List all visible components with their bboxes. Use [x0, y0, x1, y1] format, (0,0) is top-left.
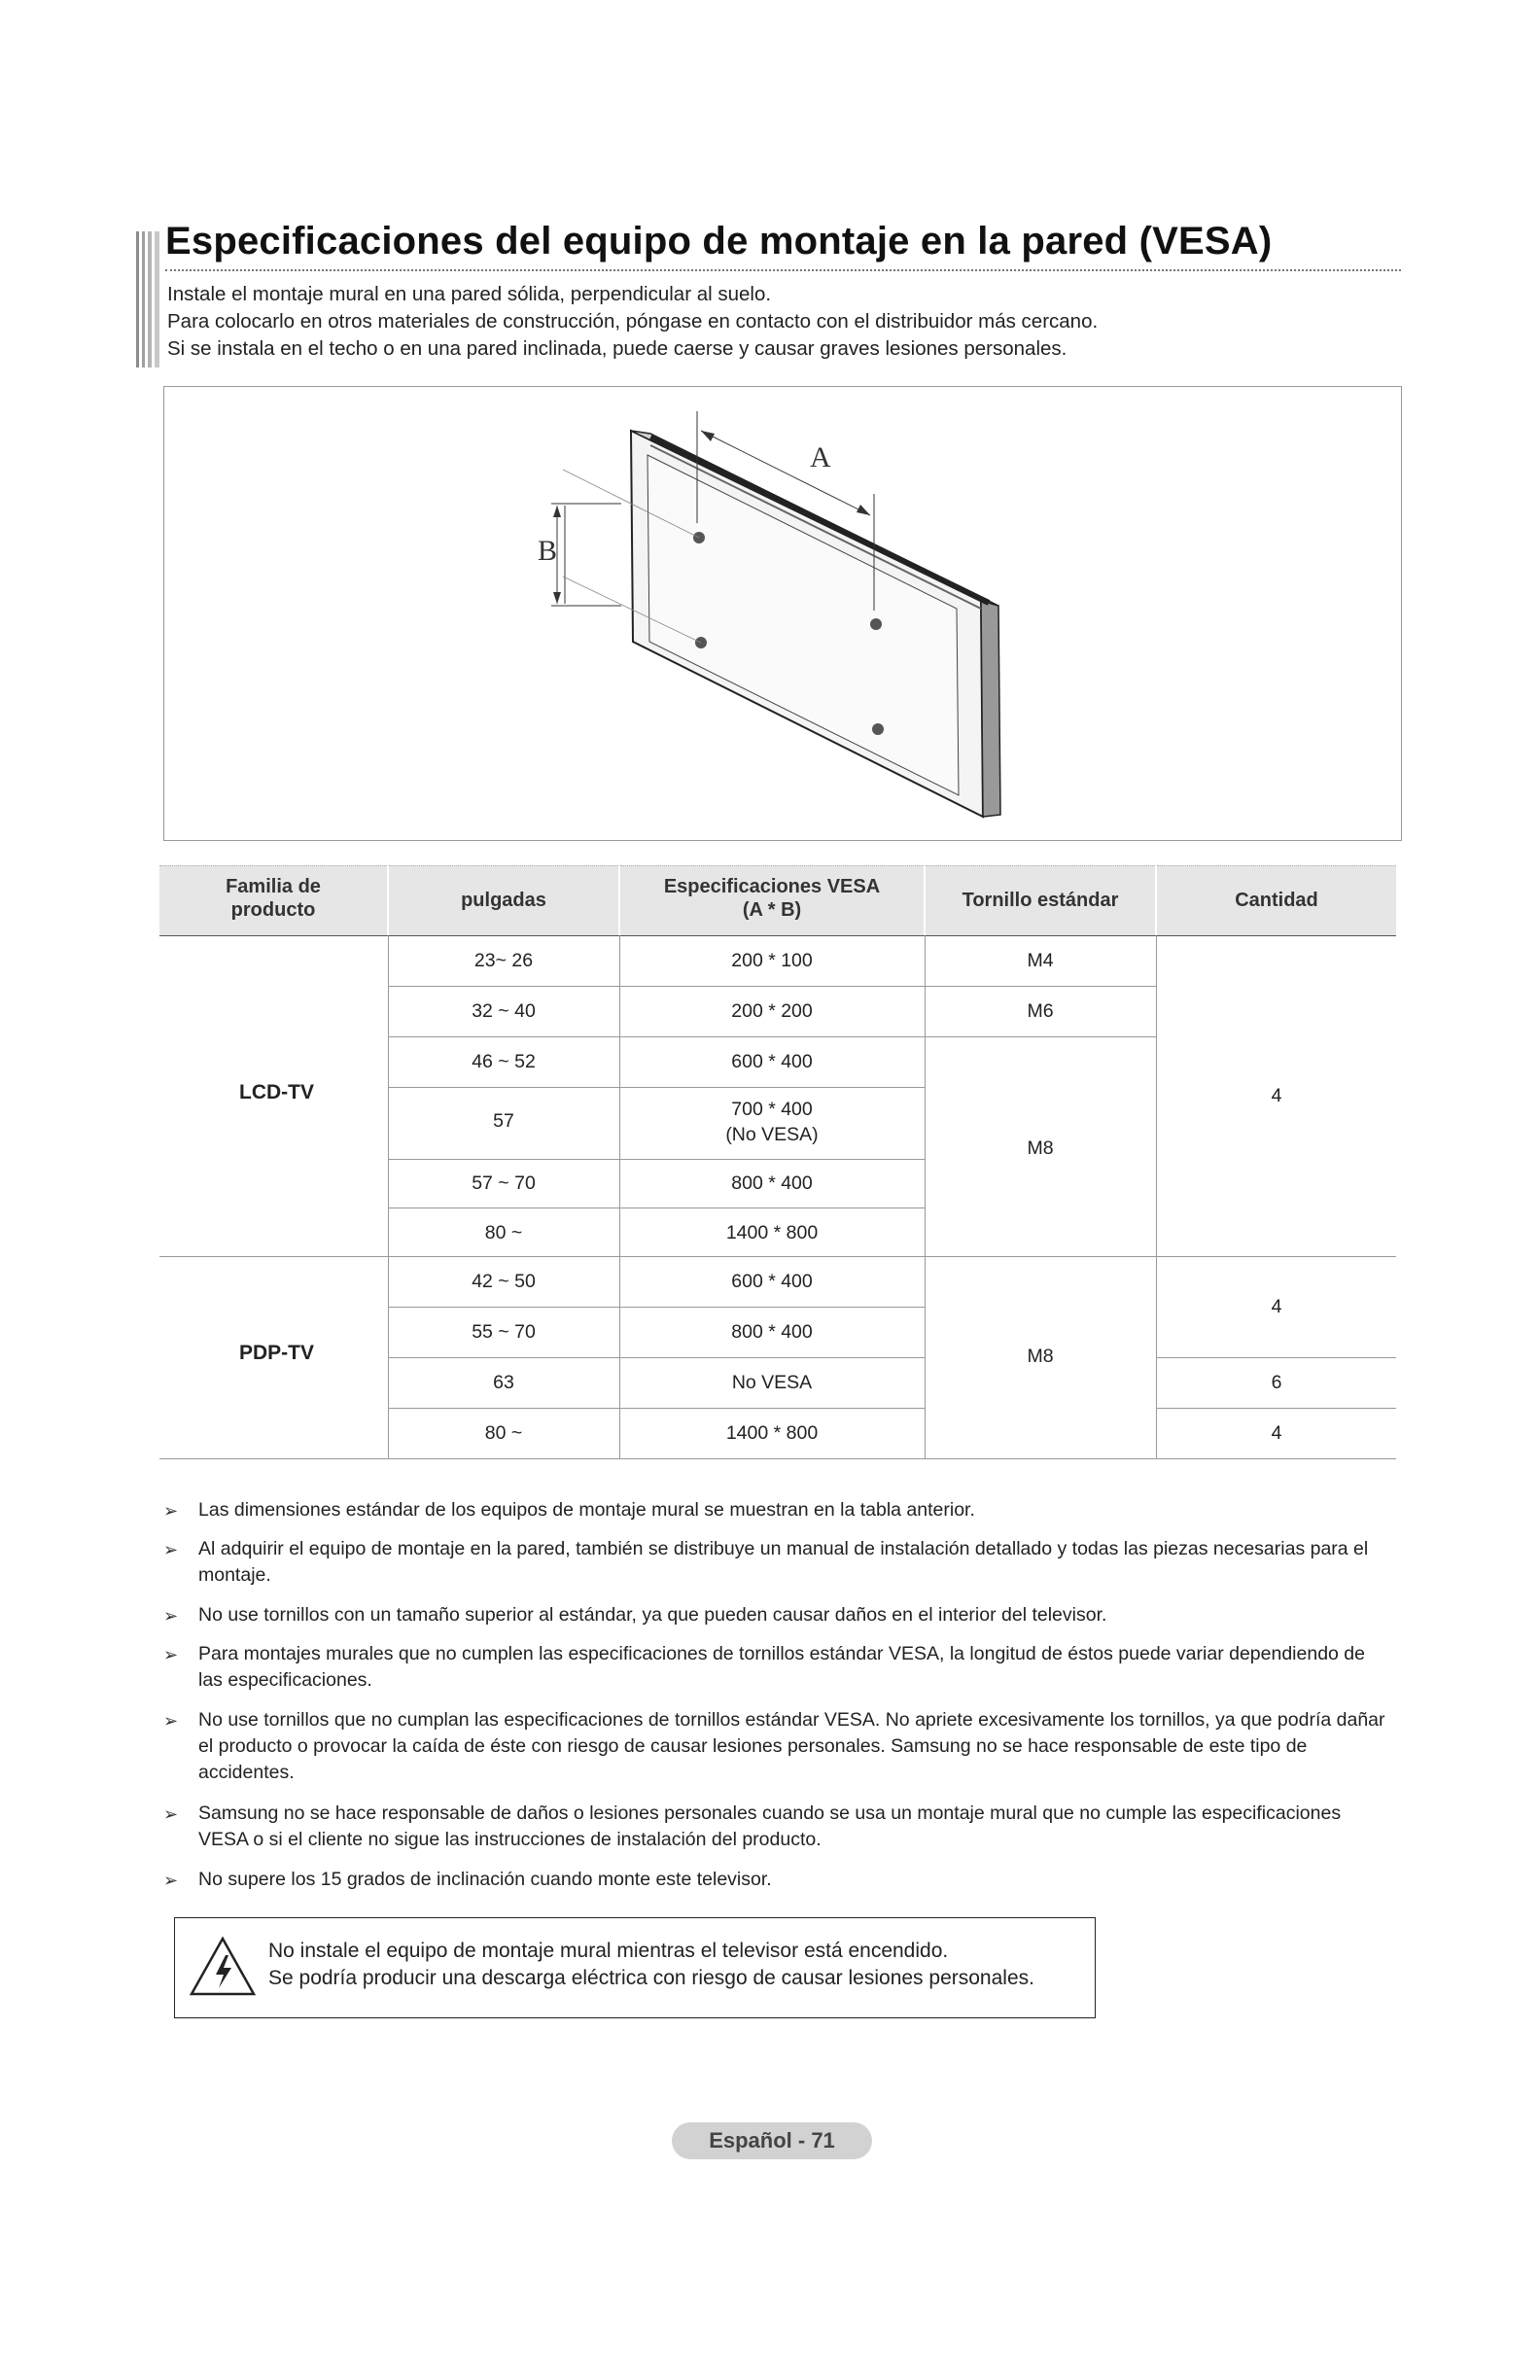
lcd-vesa-note: (No VESA): [725, 1124, 819, 1145]
pdp-qty: 4: [1271, 1296, 1282, 1317]
note-arrow-icon: ➢: [163, 1645, 179, 1664]
header-family: [159, 875, 387, 922]
header-vesa-line-1: Especificaciones VESA: [663, 876, 881, 897]
note-item: No use tornillos que no cumplan las especificaciones de tornillos estándar VESA. No apriete excesivamente los tornillos, ya que podría dañar el producto o provocar la caída de éste con riesgo de causar lesiones personales. Samsung no se hace responsable de este tipo de accidentes.: [198, 1709, 1385, 1783]
note-arrow-icon: ➢: [163, 1871, 179, 1890]
pdp-screw: M8: [1027, 1346, 1054, 1367]
pdp-inches: 80 ~: [484, 1422, 523, 1444]
lcd-vesa: 200 * 100: [731, 950, 813, 971]
header-screw: Tornillo estándar: [962, 890, 1119, 911]
lcd-inches: 80 ~: [484, 1222, 523, 1243]
pdp-qty: 6: [1271, 1372, 1282, 1393]
note-item: Las dimensiones estándar de los equipos de montaje mural se muestran en la tabla anterior.: [198, 1499, 975, 1521]
vesa-spec-table: [159, 865, 1396, 1458]
warning-line-1: No instale el equipo de montaje mural mientras el televisor está encendido.: [268, 1940, 949, 1962]
header-vesa-line-2: (A * B): [742, 899, 802, 921]
lcd-vesa: 800 * 400: [731, 1172, 813, 1194]
family-pdp: PDP-TV: [239, 1342, 315, 1364]
electric-hazard-icon: [189, 1936, 257, 1998]
note-arrow-icon: ➢: [163, 1804, 179, 1824]
title-rule: [165, 269, 1401, 271]
pdp-qty: 4: [1271, 1422, 1282, 1444]
dimension-label-b: B: [537, 535, 557, 567]
header-inches: pulgadas: [461, 890, 546, 911]
pdp-inches: 55 ~ 70: [472, 1321, 536, 1343]
row-divider: [388, 1408, 925, 1409]
lcd-qty: 4: [1271, 1085, 1282, 1106]
table-bottom-rule: [159, 1458, 1396, 1459]
note-item: Samsung no se hace responsable de daños o lesiones personales cuando se usa un montaje mural que no cumple las especificaciones VESA o si el cliente no sigue las instrucciones de instalación del producto.: [198, 1802, 1342, 1850]
lcd-inches: 46 ~ 52: [472, 1051, 536, 1072]
lcd-vesa: 200 * 200: [731, 1000, 813, 1022]
note-item: No supere los 15 grados de inclinación cuando monte este televisor.: [198, 1869, 772, 1890]
family-lcd: LCD-TV: [239, 1081, 314, 1103]
intro-text: [167, 281, 1098, 363]
row-divider: [1156, 1408, 1396, 1409]
mount-hole: [870, 618, 882, 630]
lcd-inches: 57: [493, 1110, 514, 1132]
header-family-line-1: Familia de: [226, 876, 321, 897]
lcd-inches: 57 ~ 70: [472, 1172, 536, 1194]
note-item: Al adquirir el equipo de montaje en la pared, también se distribuye un manual de instalación detallado y todas las piezas necesarias para el montaje.: [198, 1538, 1369, 1586]
intro-line-1: Instale el montaje mural en una pared sólida, perpendicular al suelo.: [167, 283, 772, 305]
pdp-vesa: No VESA: [731, 1372, 813, 1393]
section-divider: [159, 1256, 1396, 1257]
page-number-badge: Español - 71: [672, 2122, 872, 2159]
warning-line-2: Se podría producir una descarga eléctrica con riesgo de causar lesiones personales.: [268, 1967, 1034, 1989]
dimension-label-a: A: [810, 441, 831, 473]
pdp-inches: 63: [493, 1372, 514, 1393]
warning-box: [174, 1917, 1096, 2018]
header-rule: [159, 935, 1396, 936]
header-qty: Cantidad: [1235, 890, 1318, 911]
row-divider: [388, 1307, 925, 1308]
lcd-screw: M6: [1027, 1000, 1054, 1022]
wall-mount-diagram: [163, 386, 1402, 841]
header-vesa: [620, 875, 924, 922]
note-item: Para montajes murales que no cumplen las especificaciones de tornillos estándar VESA, la longitud de éstos puede variar dependiendo de las especificaciones.: [198, 1643, 1365, 1691]
row-divider: [388, 1357, 925, 1358]
lcd-vesa: 1400 * 800: [725, 1222, 819, 1243]
note-arrow-icon: ➢: [163, 1711, 179, 1731]
pdp-vesa: 1400 * 800: [725, 1422, 819, 1444]
header-family-line-2: producto: [230, 899, 316, 921]
note-item: No use tornillos con un tamaño superior al estándar, ya que pueden causar daños en el interior del televisor.: [198, 1604, 1107, 1626]
note-arrow-icon: ➢: [163, 1501, 179, 1521]
lcd-screw: M4: [1027, 950, 1054, 971]
lcd-inches: 32 ~ 40: [472, 1000, 536, 1022]
pdp-vesa: 600 * 400: [731, 1271, 813, 1292]
lcd-screw: M8: [1027, 1138, 1054, 1159]
row-divider: [388, 1087, 925, 1088]
row-divider: [388, 986, 1156, 987]
note-arrow-icon: ➢: [163, 1606, 179, 1626]
note-arrow-icon: ➢: [163, 1540, 179, 1559]
lcd-vesa: 600 * 400: [731, 1051, 813, 1072]
row-divider: [1156, 1357, 1396, 1358]
warning-text: [268, 1938, 1034, 1992]
lcd-inches: 23~ 26: [473, 950, 534, 971]
row-divider: [388, 1159, 925, 1160]
lcd-vesa: 700 * 400: [731, 1099, 813, 1120]
tv-back-illustration: [164, 387, 1401, 840]
intro-line-2: Para colocarlo en otros materiales de construcción, póngase en contacto con el distribuidor más cercano.: [167, 310, 1099, 332]
pdp-vesa: 800 * 400: [731, 1321, 813, 1343]
row-divider: [388, 1036, 1156, 1037]
page-title: Especificaciones del equipo de montaje en la pared (VESA): [165, 220, 1273, 262]
intro-line-3: Si se instala en el techo o en una pared inclinada, puede caerse y causar graves lesiones personales.: [167, 337, 1068, 360]
pdp-inches: 42 ~ 50: [472, 1271, 536, 1292]
mount-hole: [872, 723, 884, 735]
